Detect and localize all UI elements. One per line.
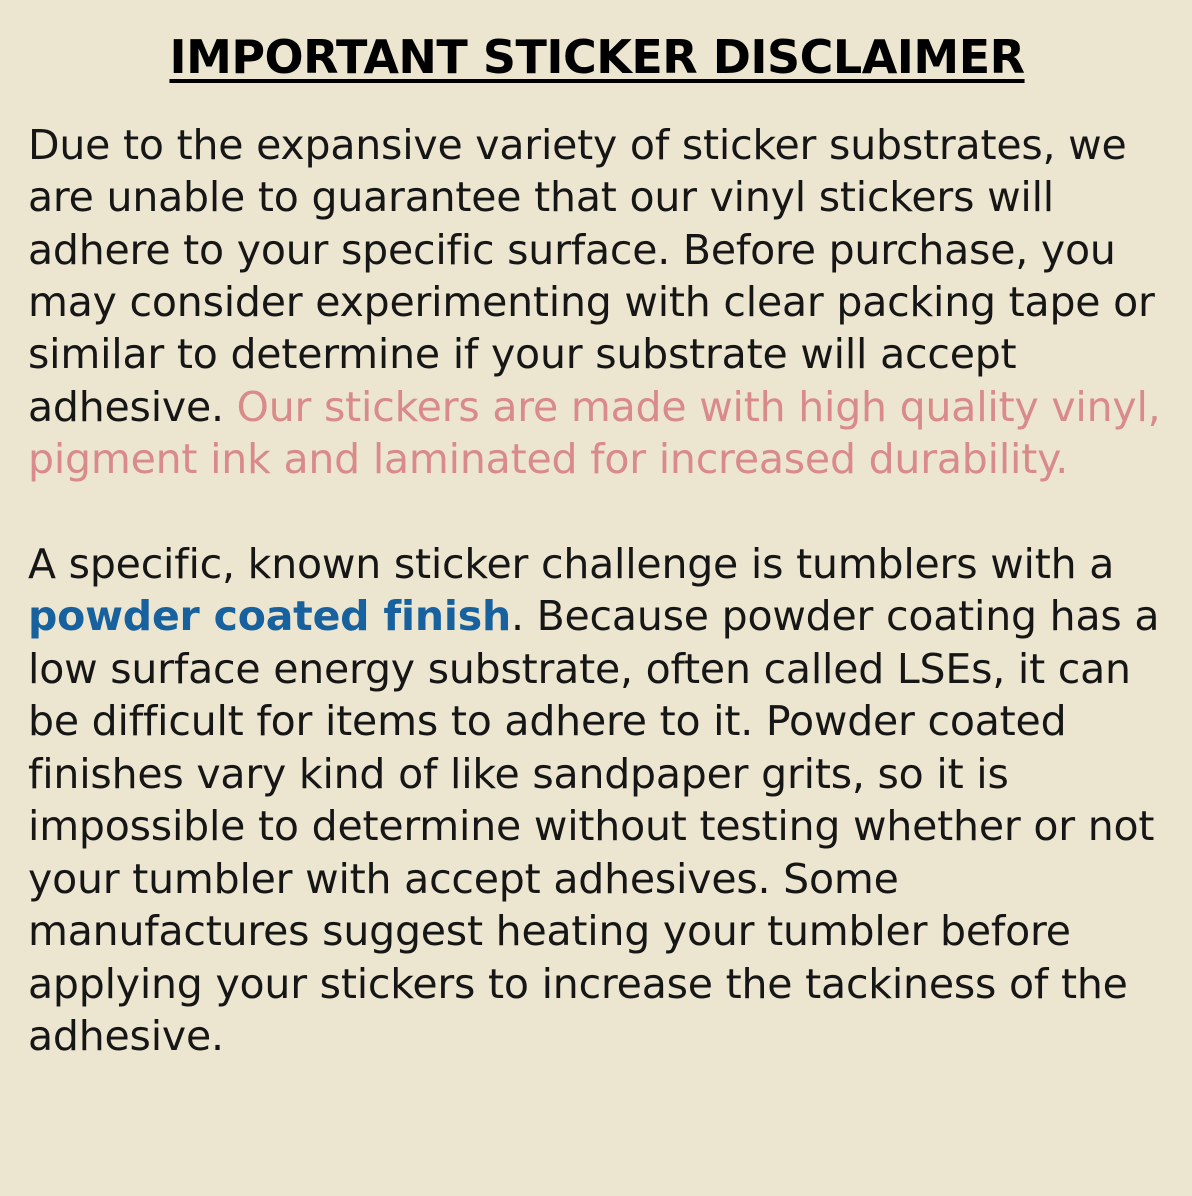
- paragraph-text-lead: A specific, known sticker challenge is tumblers with a: [28, 539, 1115, 588]
- paragraph-powder-coat-challenge: [28, 538, 1166, 1063]
- page-title: IMPORTANT STICKER DISCLAIMER: [169, 30, 1025, 84]
- paragraph-text-tail: . Because powder coating has a low surface energy substrate, often called LSEs, it can be difficult for items to adhere to it. Powder coated finishes vary kind of like sandpaper grits, so it is impossible to determine without testing whether or not your tumbler with accept adhesives. Some manufactures suggest heating your tumbler before applying your stickers to increase the tackiness of the adhesive.: [28, 592, 1160, 1061]
- paragraph-text-highlight-pink: Our stickers are made with high quality vinyl, pigment ink and laminated for increased durability.: [28, 382, 1161, 484]
- paragraph-substrate-disclaimer: [28, 119, 1166, 486]
- paragraph-text-highlight-blue: powder coated finish: [28, 592, 511, 641]
- paragraph-text-normal: Due to the expansive variety of sticker substrates, we are unable to guarantee that our vinyl stickers will adhere to your specific surface. Before purchase, you may consider experimenting with clear packing tape or similar to determine if your substrate will accept adhesive.: [28, 120, 1155, 431]
